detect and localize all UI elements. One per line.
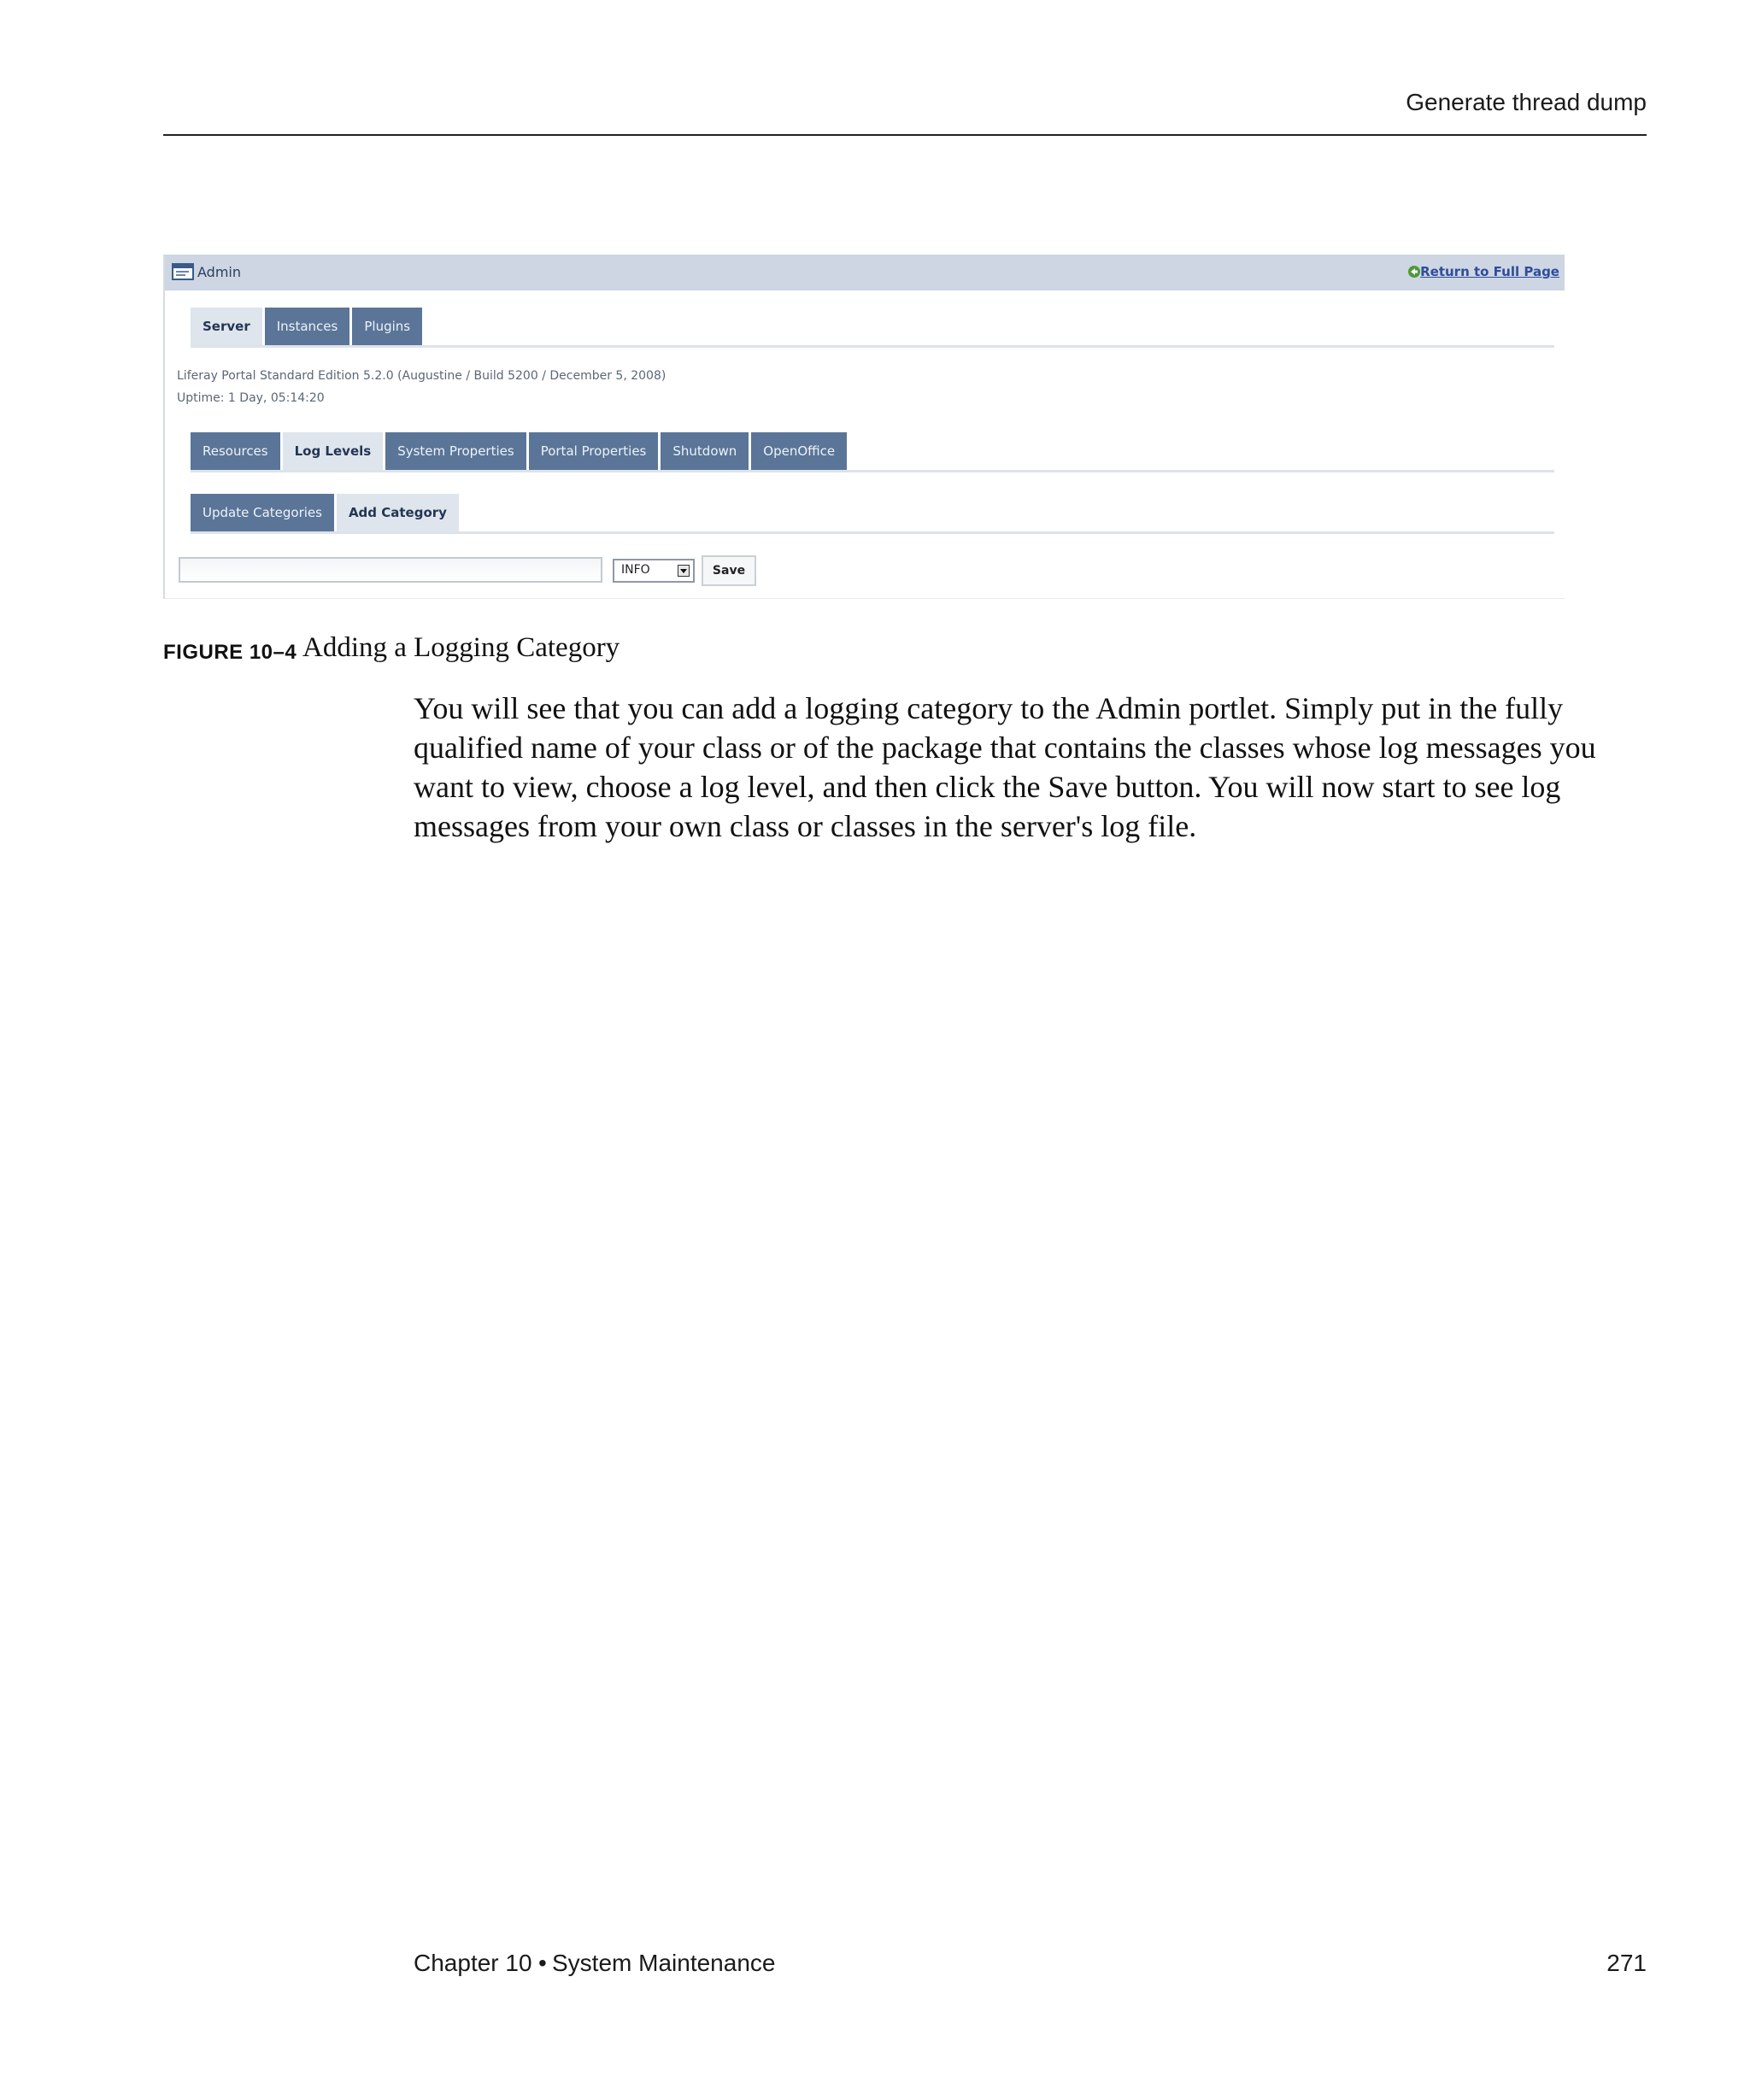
figure-caption-title: Adding a Logging Category — [302, 632, 620, 663]
footer-chapter: Chapter 10 — [414, 1950, 532, 1976]
tab-plugins[interactable]: Plugins — [352, 308, 422, 345]
server-version-text: Liferay Portal Standard Edition 5.2.0 (Augustine / Build 5200 / December 5, 2008) — [177, 369, 667, 383]
tab-add-category[interactable]: Add Category — [337, 494, 459, 531]
log-tabs-rule — [191, 531, 1554, 534]
tab-portal-properties[interactable]: Portal Properties — [529, 432, 659, 470]
footer-section-title: System Maintenance — [552, 1950, 776, 1976]
portlet-window-icon — [172, 263, 194, 280]
dropdown-arrow-icon[interactable] — [678, 565, 690, 577]
save-button[interactable]: Save — [702, 555, 756, 586]
tab-server[interactable]: Server — [191, 308, 262, 345]
tab-openoffice[interactable]: OpenOffice — [751, 432, 847, 470]
running-head: Generate thread dump — [1406, 89, 1647, 115]
tab-log-levels[interactable]: Log Levels — [283, 432, 384, 470]
tab-resources[interactable]: Resources — [191, 432, 280, 470]
return-arrow-icon[interactable] — [1407, 265, 1421, 279]
tab-update-categories[interactable]: Update Categories — [191, 494, 334, 531]
log-level-selected: INFO — [621, 563, 650, 577]
header-rule — [163, 134, 1647, 136]
return-to-full-page-link[interactable]: Return to Full Page — [1420, 264, 1559, 279]
portlet-title-bar — [165, 255, 1565, 290]
main-tabs — [191, 308, 425, 345]
tab-system-properties[interactable]: System Properties — [385, 432, 526, 470]
server-uptime-text: Uptime: 1 Day, 05:14:20 — [177, 391, 325, 405]
body-paragraph: You will see that you can add a logging category to the Admin portlet. Simply put in the fully qualified name of your class or of the package that contains the classes whose log messages you want to view, choose a log level, and then click the Save button. You will now start to see log messages from your own class or classes in the server's log file. — [414, 691, 1596, 843]
sub-tabs-rule — [191, 470, 1554, 472]
admin-portlet-screenshot — [163, 255, 1565, 599]
server-sub-tabs — [191, 432, 849, 470]
footer-separator: • — [538, 1950, 547, 1976]
page-number: 271 — [1606, 1950, 1647, 1976]
main-tabs-rule — [191, 345, 1554, 348]
log-level-tabs — [191, 494, 461, 531]
tab-shutdown[interactable]: Shutdown — [661, 432, 749, 470]
figure-caption-label: FIGURE 10–4 — [163, 641, 297, 664]
category-name-input[interactable] — [179, 557, 602, 583]
tab-instances[interactable]: Instances — [265, 308, 350, 345]
log-level-select[interactable] — [613, 559, 695, 583]
portlet-title: Admin — [197, 264, 241, 280]
